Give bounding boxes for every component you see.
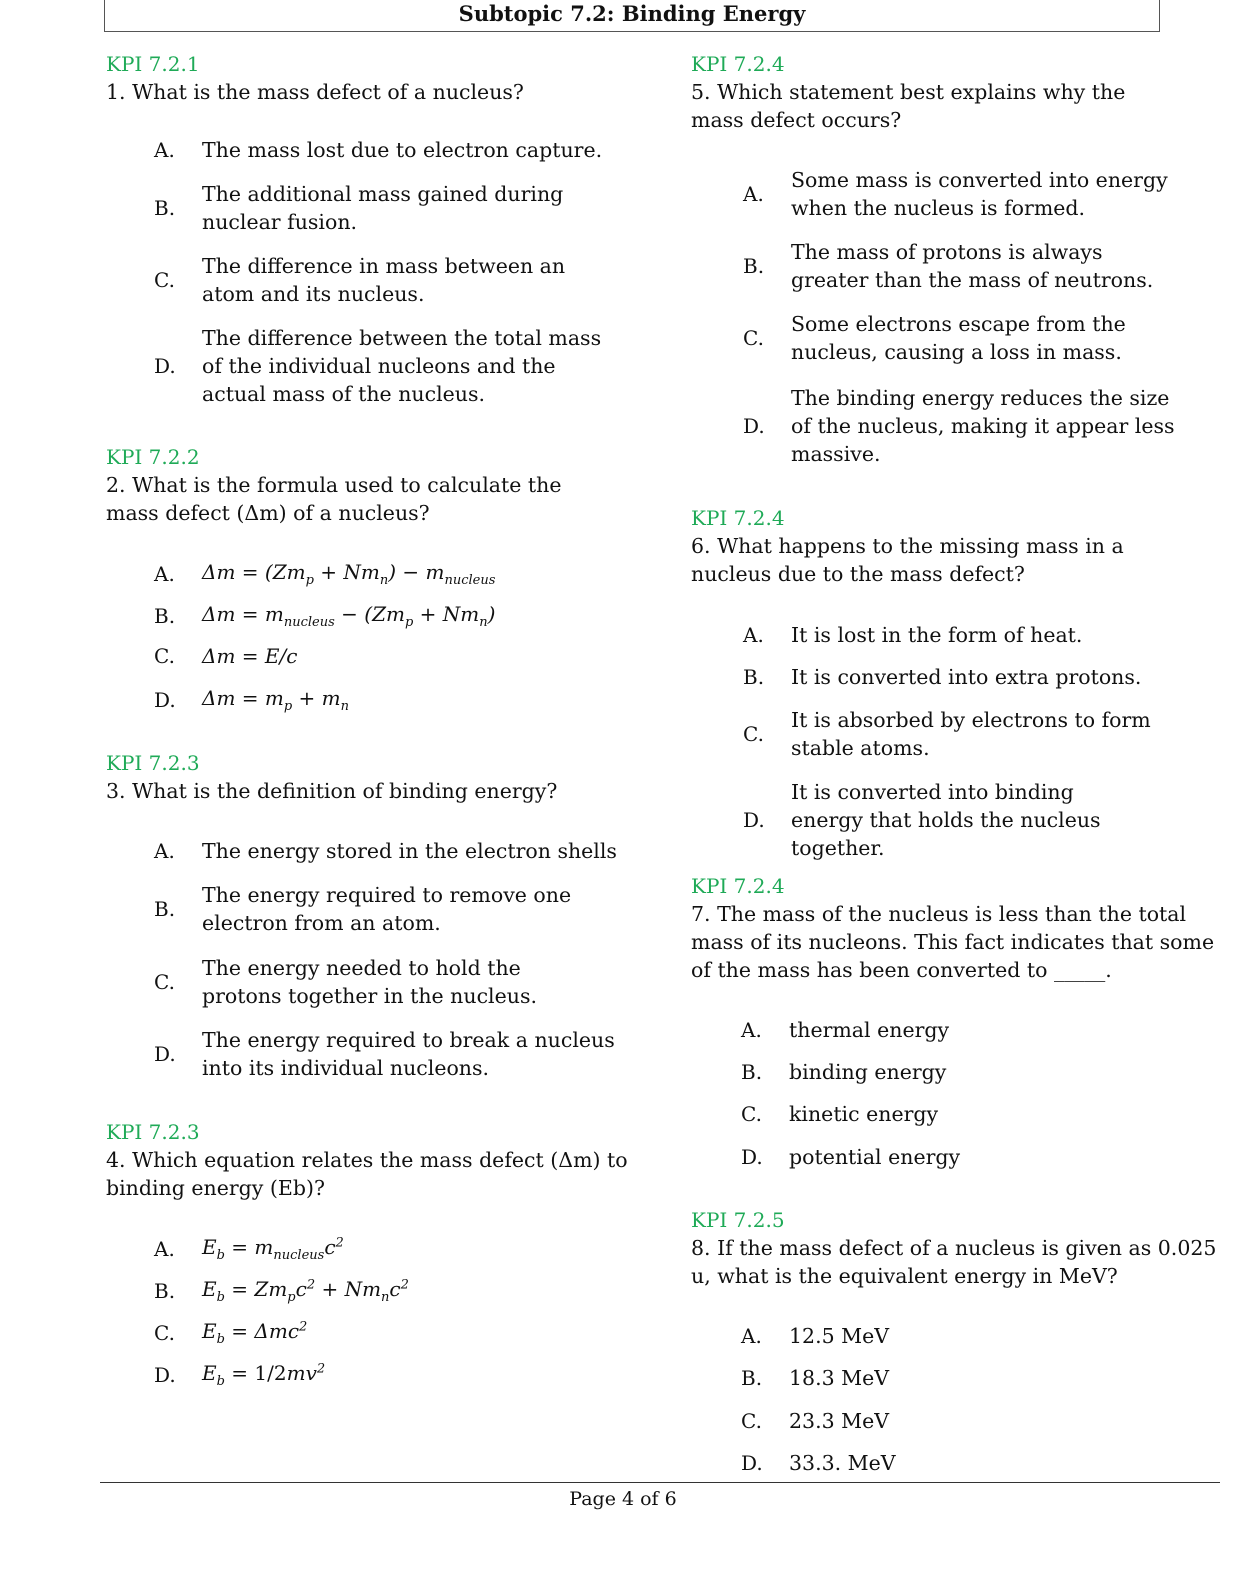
option-a[interactable] xyxy=(691,621,1231,649)
option-letter: A. xyxy=(154,1237,175,1261)
option-b[interactable] xyxy=(691,238,1231,294)
option-letter: C. xyxy=(154,644,175,668)
formula-d: $\Delta m = m_p + m_n$ xyxy=(202,686,350,714)
option-text: It is converted into extra protons. xyxy=(791,665,1142,689)
option-text: It is converted into binding energy that holds the nucleus together. xyxy=(791,780,1101,860)
kpi-label: KPI 7.2.2 xyxy=(106,445,200,469)
subtopic-header xyxy=(104,0,1160,32)
option-letter: D. xyxy=(743,414,765,438)
question-stem: 2. What is the formula used to calculate the mass defect (Δm) of a nucleus? xyxy=(106,473,562,525)
option-text: 23.3 MeV xyxy=(789,1409,890,1433)
question-5 xyxy=(691,50,1231,470)
option-letter: C. xyxy=(154,1321,175,1345)
option-text: The mass of protons is always greater than the mass of neutrons. xyxy=(791,240,1154,292)
option-text: The energy needed to hold the protons together in the nucleus. xyxy=(202,956,537,1008)
option-text: thermal energy xyxy=(789,1018,950,1042)
kpi-label: KPI 7.2.1 xyxy=(106,52,200,76)
option-d[interactable] xyxy=(106,324,646,408)
option-letter: D. xyxy=(154,688,176,712)
question-2 xyxy=(106,443,646,723)
question-stem: 4. Which equation relates the mass defect (Δm) to binding energy (Eb)? xyxy=(106,1148,628,1200)
option-d[interactable] xyxy=(691,778,1231,862)
option-letter: B. xyxy=(741,1060,763,1084)
option-text: kinetic energy xyxy=(789,1102,939,1126)
option-letter: B. xyxy=(741,1366,763,1390)
option-text: The additional mass gained during nuclear fusion. xyxy=(202,182,564,234)
question-stem: 5. Which statement best explains why the mass defect occurs? xyxy=(691,80,1126,132)
formula-c: Δm = E/c xyxy=(202,644,298,668)
option-letter: D. xyxy=(154,354,176,378)
option-a[interactable] xyxy=(691,1016,1231,1044)
option-letter: D. xyxy=(154,1042,176,1066)
option-b[interactable] xyxy=(106,1277,646,1305)
option-b[interactable] xyxy=(691,1058,1231,1086)
option-text: It is absorbed by electrons to form stable atoms. xyxy=(791,708,1151,760)
page-title: Subtopic 7.2: Binding Energy xyxy=(458,1,806,26)
option-d[interactable] xyxy=(691,1449,1231,1477)
option-c[interactable] xyxy=(691,310,1231,366)
option-letter: A. xyxy=(154,839,175,863)
option-letter: B. xyxy=(743,254,765,278)
option-d[interactable] xyxy=(106,1026,646,1082)
option-letter: C. xyxy=(741,1409,762,1433)
option-a[interactable] xyxy=(106,560,646,588)
kpi-label: KPI 7.2.5 xyxy=(691,1208,785,1232)
option-a[interactable] xyxy=(106,1235,646,1263)
option-c[interactable] xyxy=(106,954,646,1010)
option-letter: D. xyxy=(741,1451,763,1475)
question-4 xyxy=(106,1118,646,1458)
option-text: Some mass is converted into energy when the nucleus is formed. xyxy=(791,168,1168,220)
option-letter: B. xyxy=(154,1279,176,1303)
option-text: It is lost in the form of heat. xyxy=(791,623,1083,647)
option-d[interactable] xyxy=(691,1143,1231,1171)
option-b[interactable] xyxy=(691,663,1231,691)
question-stem: 6. What happens to the missing mass in a nucleus due to the mass defect? xyxy=(691,534,1124,586)
option-d[interactable] xyxy=(106,1361,646,1389)
question-1 xyxy=(106,50,646,410)
option-letter: D. xyxy=(741,1145,763,1169)
kpi-label: KPI 7.2.4 xyxy=(691,52,785,76)
option-c[interactable] xyxy=(691,706,1231,762)
option-c[interactable] xyxy=(106,644,646,668)
option-c[interactable] xyxy=(106,252,646,308)
option-text: The binding energy reduces the size of the nucleus, making it appear less massive. xyxy=(791,386,1175,466)
formula-a: $E_b = m_{nucleus}c^2$ xyxy=(202,1235,344,1263)
option-d[interactable] xyxy=(106,686,646,714)
formula-c: $E_b = \Delta mc^2$ xyxy=(202,1319,308,1347)
option-text: The mass lost due to electron capture. xyxy=(202,138,603,162)
option-letter: B. xyxy=(154,604,176,628)
formula-a: $\Delta m = (Zm_p + Nm_n) - m_{nucleus}$ xyxy=(202,560,496,588)
option-c[interactable] xyxy=(691,1100,1231,1128)
kpi-label: KPI 7.2.3 xyxy=(106,1120,200,1144)
question-stem: 1. What is the mass defect of a nucleus? xyxy=(106,80,524,104)
question-7 xyxy=(691,872,1231,1182)
option-letter: C. xyxy=(741,1102,762,1126)
option-a[interactable] xyxy=(691,1322,1231,1350)
option-letter: A. xyxy=(741,1324,762,1348)
option-text: 18.3 MeV xyxy=(789,1366,890,1390)
formula-b: $E_b = Zm_pc^2 + Nm_nc^2$ xyxy=(202,1277,409,1305)
option-d[interactable] xyxy=(691,384,1231,468)
option-letter: A. xyxy=(154,138,175,162)
option-letter: B. xyxy=(154,196,176,220)
option-text: The energy stored in the electron shells xyxy=(202,839,617,863)
question-8 xyxy=(691,1206,1231,1526)
option-letter: A. xyxy=(741,1018,762,1042)
option-letter: C. xyxy=(154,970,175,994)
footer-divider xyxy=(100,1482,1220,1483)
option-letter: A. xyxy=(743,182,764,206)
option-b[interactable] xyxy=(106,602,646,630)
option-letter: B. xyxy=(743,665,765,689)
option-c[interactable] xyxy=(106,1319,646,1347)
option-text: The energy required to break a nucleus into its individual nucleons. xyxy=(202,1028,615,1080)
option-text: 33.3. MeV xyxy=(789,1451,896,1475)
option-b[interactable] xyxy=(106,180,646,236)
option-text: 12.5 MeV xyxy=(789,1324,890,1348)
option-letter: C. xyxy=(743,722,764,746)
option-text: The energy required to remove one electron from an atom. xyxy=(202,883,572,935)
option-letter: D. xyxy=(154,1363,176,1387)
option-letter: B. xyxy=(154,897,176,921)
option-letter: D. xyxy=(743,808,765,832)
question-3 xyxy=(106,749,646,1099)
option-a[interactable] xyxy=(691,166,1231,222)
option-letter: C. xyxy=(743,326,764,350)
option-b[interactable] xyxy=(106,881,646,937)
option-a[interactable] xyxy=(106,136,646,164)
option-c[interactable] xyxy=(691,1407,1231,1435)
formula-b: $\Delta m = m_{nucleus} - (Zm_p + Nm_n)$ xyxy=(202,602,496,630)
kpi-label: KPI 7.2.4 xyxy=(691,874,785,898)
question-stem: 7. The mass of the nucleus is less than the total mass of its nucleons. This fact indicates that some of the mass has been converted to _____. xyxy=(691,902,1215,982)
question-stem: 8. If the mass defect of a nucleus is given as 0.025 u, what is the equivalent energy in MeV? xyxy=(691,1236,1217,1288)
option-text: The difference in mass between an atom and its nucleus. xyxy=(202,254,566,306)
kpi-label: KPI 7.2.3 xyxy=(106,751,200,775)
question-6 xyxy=(691,504,1231,860)
option-text: binding energy xyxy=(789,1060,947,1084)
option-text: Some electrons escape from the nucleus, causing a loss in mass. xyxy=(791,312,1126,364)
formula-d: $E_b = 1/2mv^2$ xyxy=(202,1361,326,1389)
kpi-label: KPI 7.2.4 xyxy=(691,506,785,530)
option-b[interactable] xyxy=(691,1364,1231,1392)
option-a[interactable] xyxy=(106,837,646,865)
option-letter: A. xyxy=(743,623,764,647)
option-text: The difference between the total mass of the individual nucleons and the actual mass of the nucleus. xyxy=(202,326,602,406)
question-stem: 3. What is the definition of binding energy? xyxy=(106,779,558,803)
option-letter: C. xyxy=(154,268,175,292)
page-number: Page 4 of 6 xyxy=(569,1488,677,1510)
option-letter: A. xyxy=(154,562,175,586)
option-text: potential energy xyxy=(789,1145,961,1169)
